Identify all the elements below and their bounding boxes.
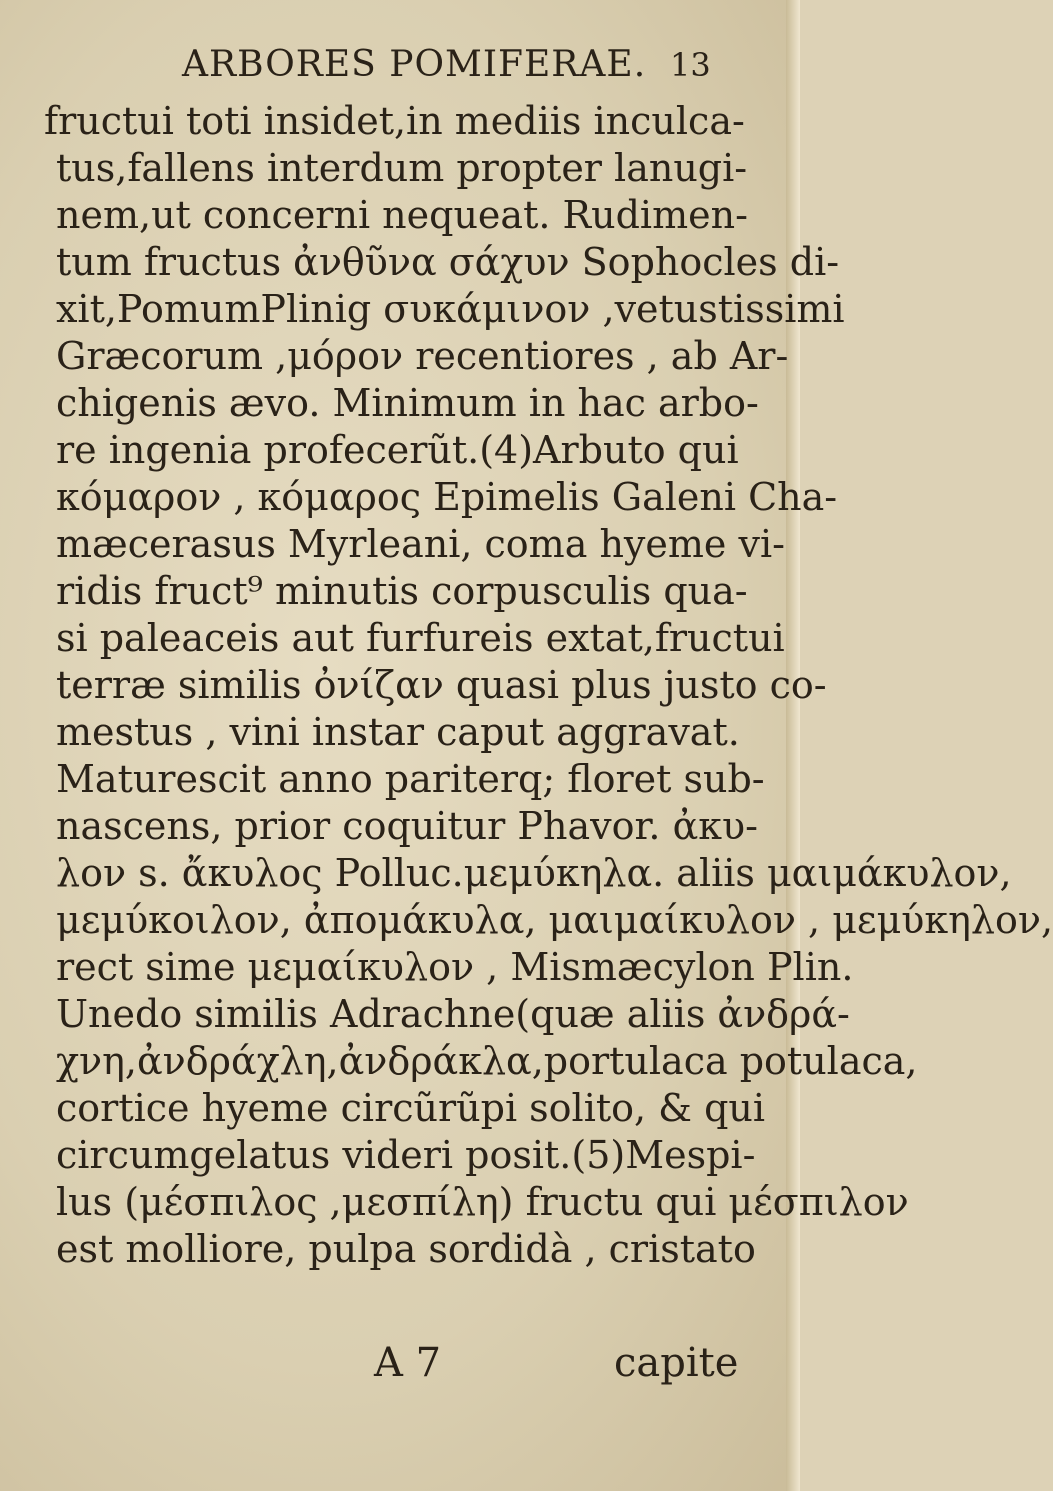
text-line: est molliore, pulpa sordidà , cristato [56,1227,756,1271]
text-line: circumgelatus videri posit.(5)Mespi- [56,1133,756,1177]
catchword: capite [614,1340,739,1386]
text-line: μεμύκοιλον, ἀπομάκυλα, μαιμαίκυλον , μεμύκηλον, [56,898,1053,942]
text-line: mæcerasus Myrleani, coma hyeme vi- [56,522,785,566]
signature-mark: A 7 [374,1340,442,1386]
text-line: lus (μέσπιλος ,μεσπίλη) fructu qui μέσπιλον [56,1180,909,1224]
page-footer [44,1340,764,1390]
text-line: mestus , vini instar caput aggravat. [56,710,740,754]
page-header [150,42,770,92]
text-line: χνη,ἀνδράχλη,ἀνδράκλα,portulaca potulaca, [56,1039,918,1083]
text-line: cortice hyeme circũrũpi solito, & qui [56,1086,766,1130]
text-line: κόμαρον , κόμαρος Epimelis Galeni Cha- [56,475,838,519]
text-line: chigenis ævo. Minimum in hac arbo- [56,381,759,425]
text-line: λον s. ἄκυλος Polluc.μεμύκηλα. aliis μαιμάκυλον, [56,851,1012,895]
page-edge [786,0,800,1491]
text-line: nascens, prior coquitur Phavor. ἀκυ- [56,804,758,848]
running-head: ARBORES POMIFERAE. [182,44,647,85]
text-line: Maturescit anno pariterq; floret sub- [56,757,765,801]
page-number: 13 [670,46,711,84]
text-line: tum fructus ἀνθῦνα σάχυν Sophocles di- [56,240,840,284]
text-line: ridis fruct⁹ minutis corpusculis qua- [56,569,748,613]
text-line: Unedo similis Adrachne(quæ aliis ἀνδρά- [56,992,850,1036]
text-line: si paleaceis aut furfureis extat,fructui [56,616,785,660]
text-line: rect sime μεμαίκυλον , Mismæcylon Plin. [56,945,854,989]
text-line: terræ similis ὀνίζαν quasi plus justo co- [56,663,827,707]
text-line: fructui toti insidet,in mediis inculca- [44,99,745,143]
text-line: nem,ut concerni nequeat. Rudimen- [56,193,748,237]
text-line: tus,fallens interdum propter lanugi- [56,146,748,190]
text-line: Græcorum ,μόρον recentiores , ab Ar- [56,334,789,378]
text-line: xit,PomumPlinig συκάμινον ,vetustissimi [56,287,845,331]
body-text [44,98,1053,1273]
text-line: re ingenia profecerũt.(4)Arbuto qui [56,428,739,472]
